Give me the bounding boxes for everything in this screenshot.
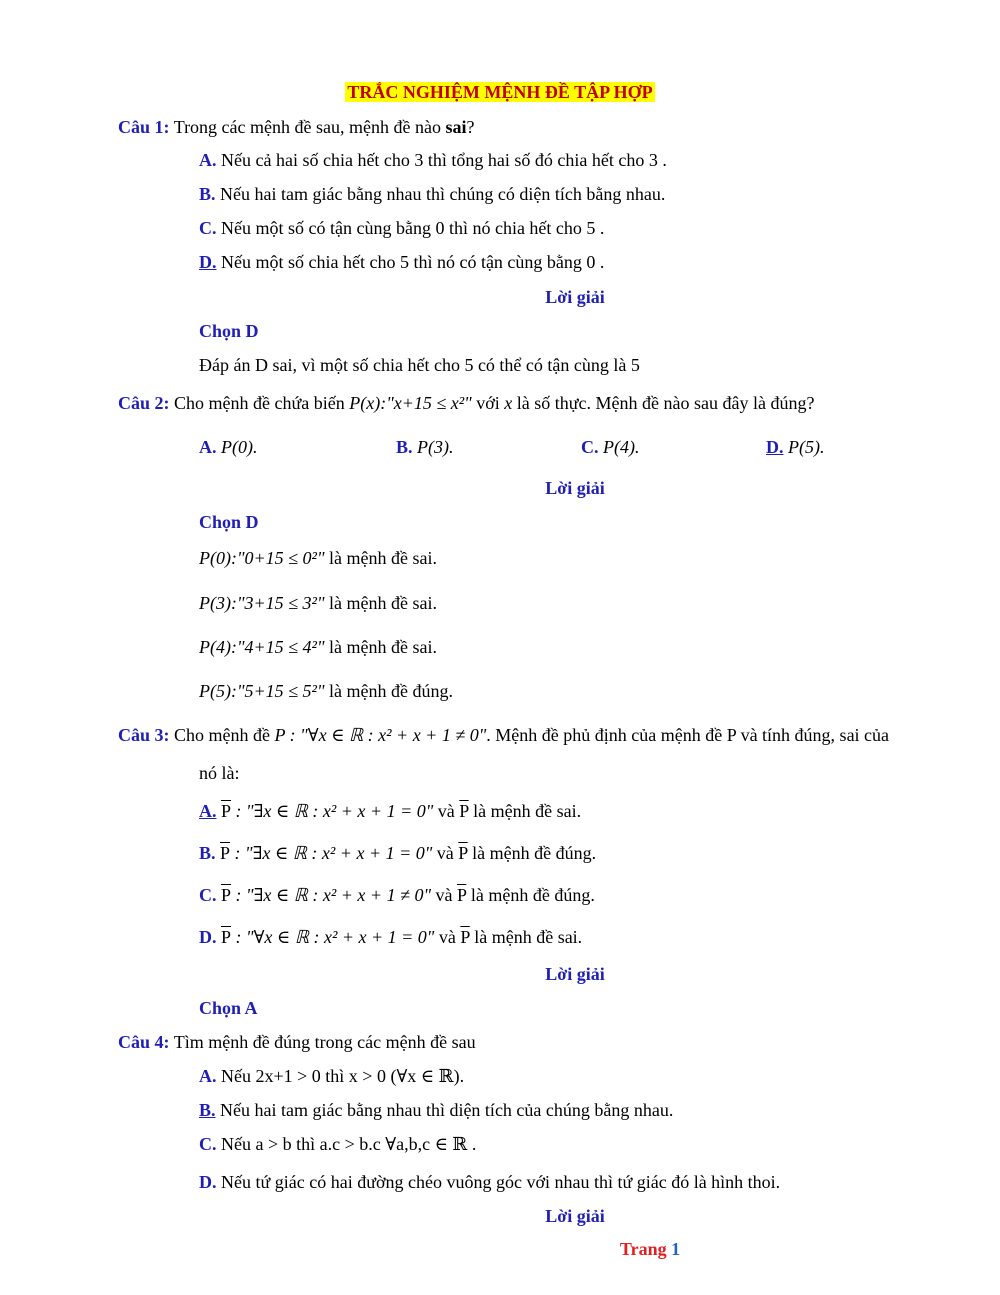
q2-option-a: A. P(0). bbox=[199, 437, 258, 457]
page-footer: Trang 1 bbox=[619, 1239, 681, 1259]
q2-solution-heading: Lời giải bbox=[545, 478, 605, 498]
q2-answer: Chọn D bbox=[199, 512, 259, 532]
q1-answer: Chọn D bbox=[199, 321, 259, 341]
question-3-cont: nó là: bbox=[199, 763, 240, 783]
q2-step-3: P(4):"4+15 ≤ 4²" là mệnh đề sai. bbox=[199, 637, 437, 657]
question-3: Câu 3: Cho mệnh đề P : "∀x ∈ ℝ : x² + x + 1 ≠ 0". Mệnh đề phủ định của mệnh đề P và tính đúng, sai của bbox=[118, 725, 890, 745]
q4-solution-heading: Lời giải bbox=[545, 1206, 605, 1226]
q2-step-2: P(3):"3+15 ≤ 3²" là mệnh đề sai. bbox=[199, 593, 437, 613]
q2-step-1: P(0):"0+15 ≤ 0²" là mệnh đề sai. bbox=[199, 548, 437, 568]
q2-option-b: B. P(3). bbox=[396, 437, 454, 457]
q4-option-d: D. Nếu tứ giác có hai đường chéo vuông góc với nhau thì tứ giác đó là hình thoi. bbox=[199, 1172, 781, 1192]
q1-option-d: D. Nếu một số chia hết cho 5 thì nó có tận cùng bằng 0 . bbox=[199, 252, 605, 272]
q4-option-c: C. Nếu a > b thì a.c > b.c ∀a,b,c ∈ ℝ . bbox=[199, 1134, 477, 1154]
q2-step-4: P(5):"5+15 ≤ 5²" là mệnh đề đúng. bbox=[199, 681, 454, 701]
question-2: Câu 2: Cho mệnh đề chứa biến P(x):"x+15 ≤ x²" với x là số thực. Mệnh đề nào sau đây là đúng? bbox=[118, 393, 815, 413]
q4-option-a: A. Nếu 2x+1 > 0 thì x > 0 (∀x ∈ ℝ). bbox=[199, 1066, 465, 1086]
q1-option-c: C. Nếu một số có tận cùng bằng 0 thì nó chia hết cho 5 . bbox=[199, 218, 605, 238]
q2-option-d: D. P(5). bbox=[766, 437, 825, 457]
question-4: Câu 4: Tìm mệnh đề đúng trong các mệnh đề sau bbox=[118, 1032, 476, 1052]
q4-option-b: B. Nếu hai tam giác bằng nhau thì diện tích của chúng bằng nhau. bbox=[199, 1100, 674, 1120]
q3-answer: Chọn A bbox=[199, 998, 258, 1018]
q1-option-a: A. Nếu cả hai số chia hết cho 3 thì tổng hai số đó chia hết cho 3 . bbox=[199, 150, 667, 170]
question-1: Câu 1: Trong các mệnh đề sau, mệnh đề nào sai? bbox=[118, 117, 475, 137]
q2-option-c: C. P(4). bbox=[581, 437, 640, 457]
q3-option-d: D. $\overline{P}$ : "∀x ∈ ℝ : x² + x + 1 = 0" và $\overline{P}$ là mệnh đề sai. bbox=[199, 927, 583, 947]
q3-solution-heading: Lời giải bbox=[545, 964, 605, 984]
page-title: TRẮC NGHIỆM MỆNH ĐỀ TẬP HỢP bbox=[347, 82, 653, 102]
q3-option-b: B. $\overline{P}$ : "∃x ∈ ℝ : x² + x + 1 = 0" và $\overline{P}$ là mệnh đề đúng. bbox=[199, 843, 597, 863]
q1-solution-heading: Lời giải bbox=[545, 287, 605, 307]
q1-option-b: B. Nếu hai tam giác bằng nhau thì chúng có diện tích bằng nhau. bbox=[199, 184, 666, 204]
q1-explanation: Đáp án D sai, vì một số chia hết cho 5 có thể có tận cùng là 5 bbox=[199, 355, 640, 375]
q3-option-c: C. $\overline{P}$ : "∃x ∈ ℝ : x² + x + 1 ≠ 0" và $\overline{P}$ là mệnh đề đúng. bbox=[199, 885, 595, 905]
q3-option-a: A. $\overline{P}$ : "∃x ∈ ℝ : x² + x + 1 = 0" và $\overline{P}$ là mệnh đề sai. bbox=[199, 801, 582, 821]
